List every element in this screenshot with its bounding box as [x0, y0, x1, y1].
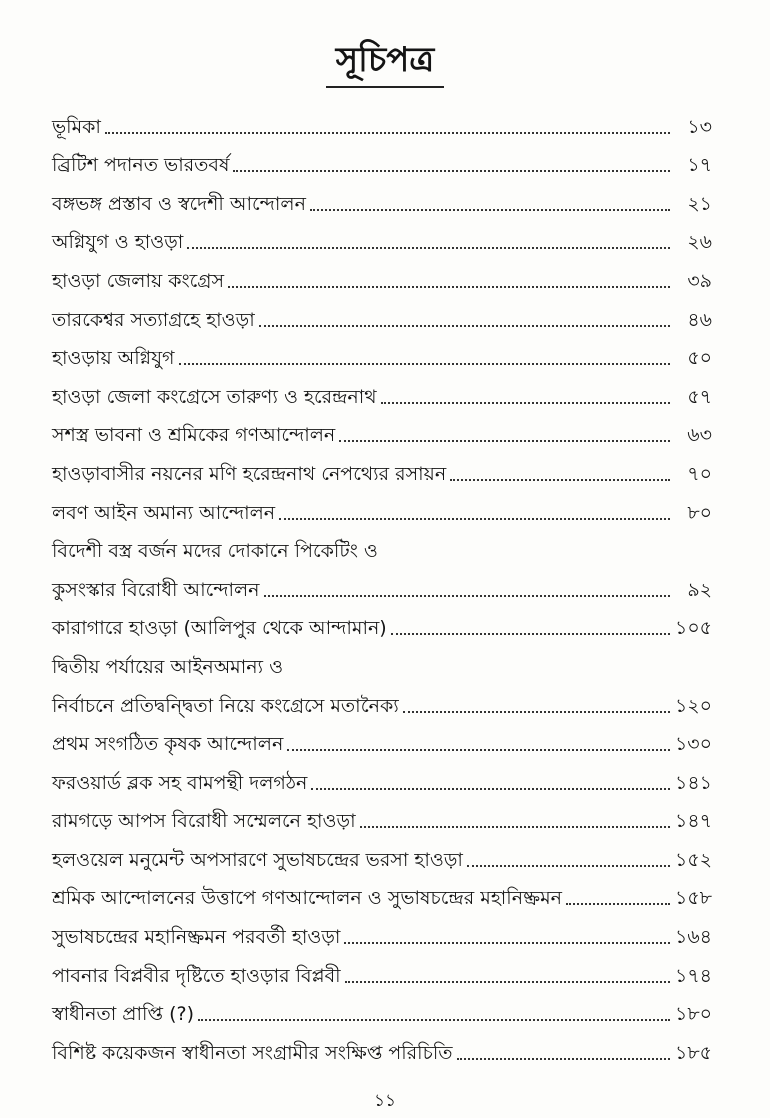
toc-entry: [52, 221, 712, 260]
toc-entry: [52, 877, 712, 916]
dot-leader: [360, 826, 670, 828]
toc-entry: [52, 684, 712, 723]
toc-entry-title: অগ্নিযুগ ও হাওড়া: [52, 231, 184, 254]
dot-leader: [344, 942, 670, 944]
toc-entry-title: বঙ্গভঙ্গ প্রস্তাব ও স্বদেশী আন্দোলন: [52, 192, 306, 215]
dot-leader: [467, 865, 670, 867]
dot-leader: [228, 286, 670, 288]
toc-entry-title: বিশিষ্ট কয়েকজন স্বাধীনতা সংগ্রামীর সংক্ষিপ্ত পরিচিতি: [52, 1041, 453, 1064]
dot-leader: [287, 749, 670, 751]
toc-entry-page-number: ২৬: [687, 231, 712, 254]
dot-leader: [391, 633, 670, 635]
toc-entry-page-number: ১৩: [687, 115, 712, 138]
toc-entry: [52, 993, 712, 1032]
toc-entry: [52, 800, 712, 839]
toc-entry-title: হাওড়া জেলায় কংগ্রেস: [52, 269, 225, 292]
toc-entry-title: প্রথম সংগঠিত কৃষক আন্দোলন: [52, 733, 284, 756]
dot-leader: [566, 903, 670, 905]
dot-leader: [264, 595, 671, 597]
toc-entry: [52, 105, 712, 144]
toc-entry-page-number: ৪৬: [687, 308, 712, 331]
toc-entry-page-number: ৫০: [687, 347, 712, 370]
dot-leader: [233, 170, 670, 172]
toc-entry: [52, 530, 712, 569]
dot-leader: [457, 1058, 670, 1060]
toc-entry: [52, 645, 712, 684]
toc-entry-page-number: ৩৯: [687, 269, 712, 292]
dot-leader: [187, 247, 670, 249]
toc-entry: [52, 452, 712, 491]
toc-entry-title: বিদেশী বস্ত্র বর্জন মদের দোকানে পিকেটিং ও: [52, 540, 378, 563]
toc-entry: [52, 915, 712, 954]
toc-entry: [52, 298, 712, 337]
dot-leader: [345, 981, 670, 983]
dot-leader: [450, 479, 670, 481]
toc-entry: [52, 568, 712, 607]
toc-entry: [52, 182, 712, 221]
table-of-contents: [52, 105, 712, 1070]
title-container: [0, 38, 770, 88]
toc-entry-title: দ্বিতীয় পর্যায়ের আইনঅমান্য ও: [52, 655, 284, 678]
toc-entry-page-number: ৮০: [687, 501, 712, 524]
toc-entry-title: হাওড়ায় অগ্নিযুগ: [52, 347, 175, 370]
dot-leader: [403, 711, 670, 713]
toc-entry: [52, 954, 712, 993]
dot-leader: [339, 440, 670, 442]
toc-entry-title: স্বাধীনতা প্রাপ্তি (?): [52, 1003, 194, 1026]
toc-entry-page-number: ১৪৭: [674, 810, 712, 833]
toc-entry-page-number: ১৭: [687, 154, 712, 177]
toc-entry: [52, 838, 712, 877]
page-number: ১১: [373, 1091, 397, 1111]
toc-entry: [52, 259, 712, 298]
toc-entry-page-number: ১৫৮: [675, 887, 712, 910]
toc-entry: [52, 414, 712, 453]
toc-entry: [52, 723, 712, 762]
toc-entry-title: ব্রিটিশ পদানত ভারতবর্ষ: [52, 154, 230, 177]
toc-entry-title: লবণ আইন অমান্য আন্দোলন: [52, 501, 276, 524]
toc-entry-page-number: ১২০: [674, 694, 712, 717]
dot-leader: [179, 363, 671, 365]
toc-entry-page-number: ১০৫: [674, 617, 712, 640]
toc-entry: [52, 1031, 712, 1070]
toc-entry: [52, 491, 712, 530]
toc-entry-page-number: ১৮৫: [675, 1041, 712, 1064]
toc-entry-title: হলওয়েল মনুমেন্ট অপসারণে সুভাষচন্দ্রের ভরসা হাওড়া: [52, 848, 463, 871]
toc-entry-page-number: ১৭৪: [674, 964, 712, 987]
toc-entry-page-number: ৬৩: [687, 424, 712, 447]
toc-entry-page-number: ১৩০: [674, 733, 712, 756]
toc-entry-page-number: ৫৭: [687, 385, 712, 408]
dot-leader: [105, 132, 670, 134]
dot-leader: [279, 518, 670, 520]
toc-entry-title: হাওড়া জেলা কংগ্রেসে তারুণ্য ও হরেন্দ্রনাথ: [52, 385, 377, 408]
toc-entry-page-number: ৯২: [687, 578, 712, 601]
toc-entry-page-number: ১৮০: [674, 1003, 712, 1026]
toc-entry: [52, 337, 712, 376]
toc-entry-page-number: ৭০: [687, 462, 712, 485]
toc-entry-title: সশস্ত্র ভাবনা ও শ্রমিকের গণআন্দোলন: [52, 424, 336, 447]
toc-entry: [52, 607, 712, 646]
toc-entry-title: কারাগারে হাওড়া (আলিপুর থেকে আন্দামান): [52, 617, 387, 640]
toc-entry-page-number: ১৬৪: [674, 926, 712, 949]
dot-leader: [311, 788, 670, 790]
toc-entry-title: ফরওয়ার্ড ব্লক সহ বামপন্থী দলগঠন: [52, 771, 308, 794]
toc-entry-page-number: ২১: [687, 192, 712, 215]
toc-entry-title: শ্রমিক আন্দোলনের উত্তাপে গণআন্দোলন ও সুভাষচন্দ্রের মহানিষ্ক্রমন: [52, 887, 563, 910]
dot-leader: [259, 325, 670, 327]
toc-entry-title: তারকেশ্বর সত্যাগ্রহে হাওড়া: [52, 308, 255, 331]
toc-entry-title: পাবনার বিপ্লবীর দৃষ্টিতে হাওড়ার বিপ্লবী: [52, 964, 341, 987]
dot-leader: [381, 402, 670, 404]
page-title: সূচিপত্র: [326, 38, 445, 88]
toc-entry: [52, 375, 712, 414]
toc-entry-page-number: ১৪১: [675, 771, 712, 794]
toc-entry-title: হাওড়াবাসীর নয়নের মণি হরেন্দ্রনাথ নেপথ্যের রসায়ন: [52, 462, 447, 485]
toc-entry-title: কুসংস্কার বিরোধী আন্দোলন: [52, 578, 260, 601]
toc-entry-title: সুভাষচন্দ্রের মহানিষ্ক্রমন পরবর্তী হাওড়া: [52, 926, 341, 949]
dot-leader: [198, 1019, 670, 1021]
dot-leader: [310, 209, 670, 211]
toc-entry-title: রামগড়ে আপস বিরোধী সম্মেলনে হাওড়া: [52, 810, 356, 833]
toc-entry-page-number: ১৫২: [674, 848, 712, 871]
toc-entry: [52, 144, 712, 183]
toc-entry: [52, 761, 712, 800]
toc-entry-title: নির্বাচনে প্রতিদ্বন্দ্বিতা নিয়ে কংগ্রেসে মতানৈক্য: [52, 694, 399, 717]
toc-entry-title: ভূমিকা: [52, 115, 101, 138]
